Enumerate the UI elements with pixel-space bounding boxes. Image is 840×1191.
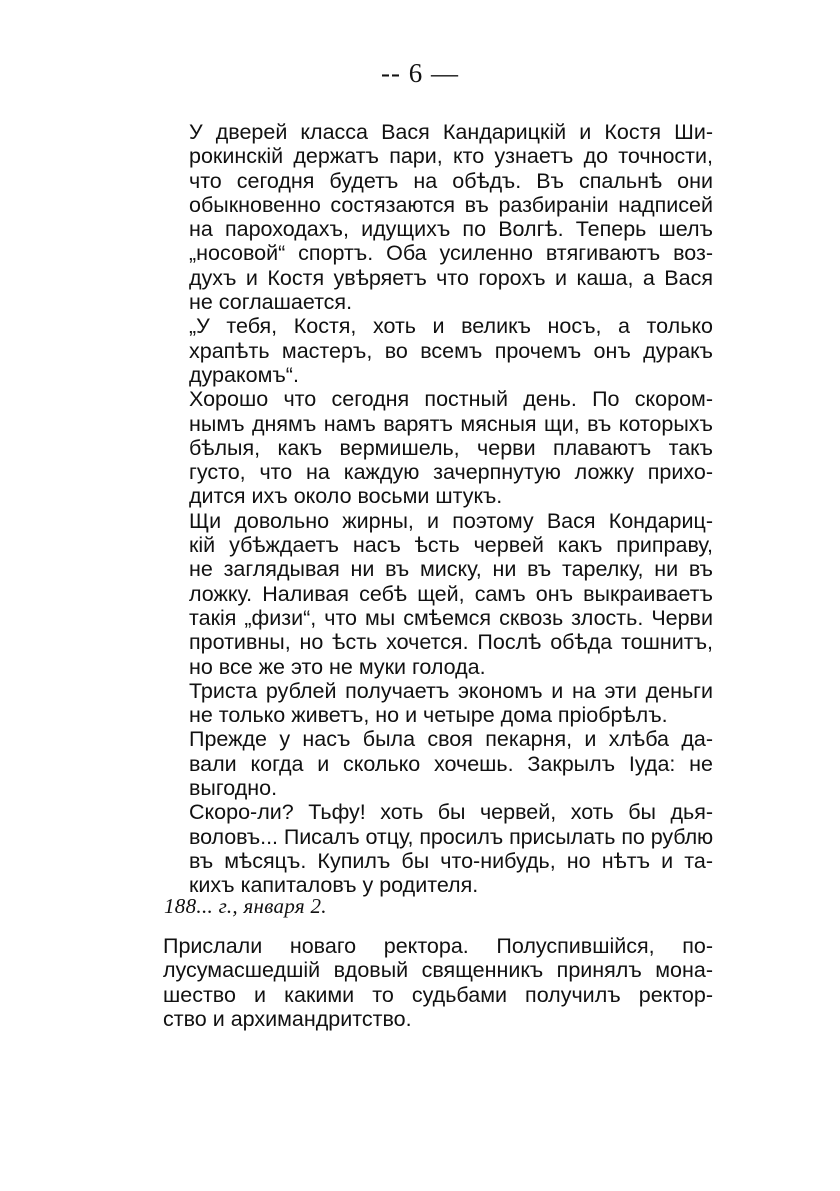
paragraph — [163, 387, 713, 508]
text-line: бѣлыя, какъ вермишель, черви плаваютъ такъ — [189, 435, 713, 460]
paragraph — [163, 120, 713, 314]
text-line: въ мѣсяцъ. Купилъ бы что-нибудь, но нѣтъ и та- — [189, 848, 713, 873]
text-line: такія „физи“, что мы смѣемся сквозь злость. Черви — [189, 605, 713, 630]
text-line: но все же это не муки голода. — [189, 654, 486, 679]
text-line: духъ и Костя увѣряетъ что горохъ и каша, а Вася — [189, 265, 713, 290]
text-line: выгодно. — [189, 776, 278, 801]
text-line: У дверей класса Вася Кандарицкій и Костя Ши- — [189, 120, 713, 144]
text-line: Прежде у насъ была своя пекарня, и хлѣба да- — [189, 727, 713, 752]
text-line: ство и архимандритство. — [163, 1006, 412, 1031]
text-line: „У тебя, Костя, хоть и великъ носъ, а только — [189, 314, 713, 339]
text-line: вали когда и сколько хочешь. Закрылъ Іуда: не — [189, 751, 713, 776]
paragraph — [163, 934, 713, 1031]
text-line: обыкновенно состязаются въ разбираніи надписей — [189, 192, 713, 217]
text-line: Хорошо что сегодня постный день. По скором- — [189, 387, 713, 412]
text-line: лусумасшедшій вдовый священникъ принялъ мона- — [163, 958, 713, 983]
text-line: воловъ... Писалъ отцу, просилъ присылать по рублю — [189, 824, 714, 849]
text-line: Щи довольно жирны, и поэтому Вася Кондариц- — [189, 508, 713, 533]
final-text-block — [163, 934, 713, 1031]
text-line: дится ихъ около восьми штукъ. — [189, 484, 503, 509]
paragraph — [163, 314, 713, 387]
text-line: Прислали новаго ректора. Полуспившійся, по- — [163, 934, 713, 958]
paragraph — [163, 679, 713, 728]
text-line: густо, что на каждую зачерпнутую ложку прихо- — [189, 460, 713, 485]
page-number-header: -- 6 — — [381, 58, 459, 88]
paragraph — [163, 800, 713, 897]
text-line: дуракомъ“. — [189, 362, 299, 387]
text-line: кихъ капиталовъ у родителя. — [189, 873, 479, 898]
text-line: не только живетъ, но и четыре дома пріобрѣлъ. — [189, 703, 668, 728]
text-line: не соглашается. — [189, 290, 353, 315]
text-line: шество и какими то судьбами получилъ ректор- — [163, 982, 713, 1007]
text-line: противны, но ѣсть хочется. Послѣ обѣда тошнитъ, — [189, 630, 713, 655]
main-text-block — [163, 120, 713, 898]
paragraph — [163, 509, 713, 679]
text-line: не заглядывая ни въ миску, ни въ тарелку, ни въ — [189, 557, 713, 582]
text-line: храпѣть мастеръ, во всемъ прочемъ онъ дуракъ — [189, 338, 713, 363]
text-line: кій убѣждаетъ насъ ѣсть червей какъ приправу, — [189, 533, 713, 558]
diary-dateline: 188... г., января 2. — [164, 894, 327, 918]
text-line: „носовой“ спортъ. Оба усиленно втягиваютъ воз- — [189, 241, 713, 266]
text-line: что сегодня будетъ на обѣдъ. Въ спальнѣ они — [189, 168, 713, 193]
text-line: ложку. Наливая себѣ щей, самъ онъ выкраиваетъ — [189, 581, 713, 606]
paragraph — [163, 727, 713, 800]
text-line: Скоро-ли? Тьфу! хоть бы червей, хоть бы дья- — [189, 800, 713, 825]
text-line: Триста рублей получаетъ экономъ и на эти деньги — [189, 678, 713, 703]
text-line: рокинскій держатъ пари, кто узнаетъ до точности, — [189, 144, 713, 169]
text-line: на пароходахъ, идущихъ по Волгѣ. Теперь шелъ — [189, 217, 713, 242]
text-line: нымъ днямъ намъ варятъ мясныя щи, въ которыхъ — [189, 411, 713, 436]
